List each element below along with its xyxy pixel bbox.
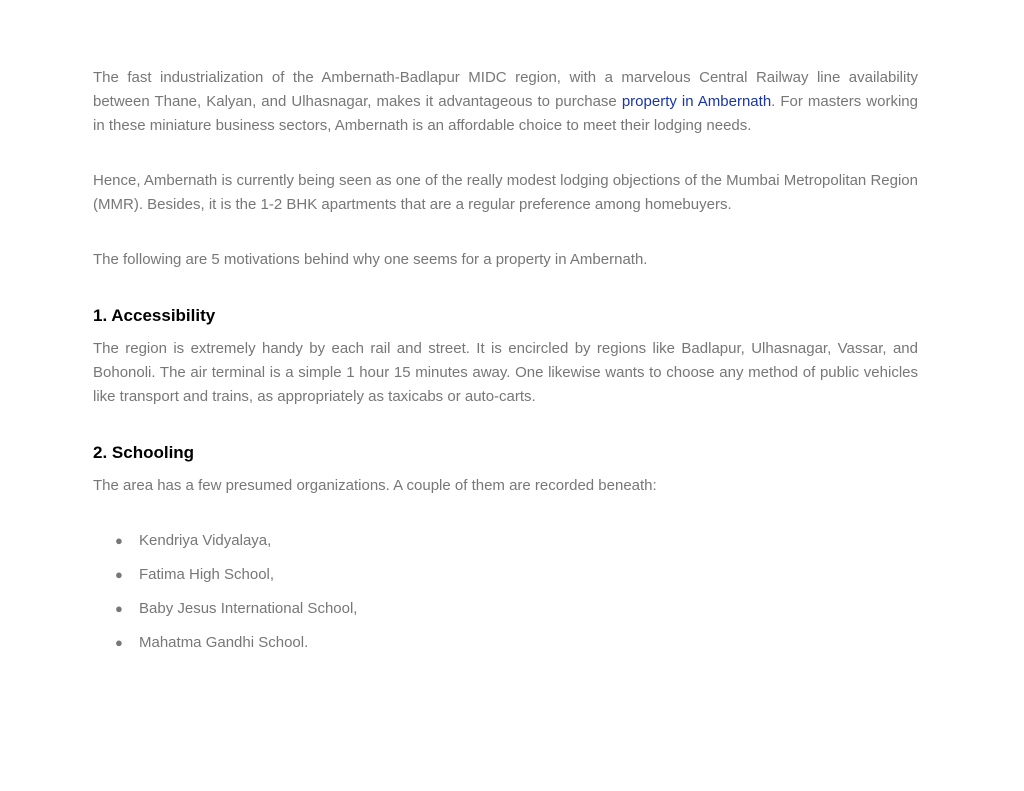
- schools-list: [93, 529, 918, 655]
- bullet-icon: ●: [115, 635, 123, 650]
- list-item-text: Kendriya Vidyalaya,: [139, 532, 272, 549]
- list-item: [93, 631, 918, 655]
- list-item: [93, 597, 918, 621]
- document-page: [93, 66, 918, 665]
- intro-paragraph: [93, 66, 918, 138]
- accessibility-paragraph: The region is extremely handy by each rail and street. It is encircled by regions like Badlapur, Ulhasnagar, Vassar, and Bohonoli. The air terminal is a simple 1 hour 15 minutes away. One likewise wants to choose any method of public vehicles like transport and trains, as appropriately as taxicabs or auto-carts.: [93, 340, 918, 405]
- schooling-paragraph: The area has a few presumed organizations. A couple of them are recorded beneath:: [93, 477, 657, 494]
- list-item-text: Fatima High School,: [139, 566, 275, 583]
- bullet-icon: ●: [115, 533, 123, 548]
- list-item: [93, 563, 918, 587]
- schooling-heading: 2. Schooling: [93, 443, 195, 462]
- intro-text-after-link: . For masters working in these miniature business sectors, Ambernath is an affordable choice to meet their lodging needs.: [93, 93, 918, 134]
- bullet-icon: ●: [115, 601, 123, 616]
- accessibility-heading: 1. Accessibility: [93, 306, 216, 325]
- list-item-text: Mahatma Gandhi School.: [139, 634, 309, 651]
- motivations-paragraph: The following are 5 motivations behind why one seems for a property in Ambernath.: [93, 251, 648, 268]
- list-item-text: Baby Jesus International School,: [139, 600, 358, 617]
- list-item: [93, 529, 918, 553]
- property-in-ambernath-link[interactable]: property in Ambernath: [621, 93, 772, 110]
- mmr-paragraph: Hence, Ambernath is currently being seen as one of the really modest lodging objections of the Mumbai Metropolitan Region (MMR). Besides, it is the 1-2 BHK apartments that are a regular preference among homebuyers.: [93, 172, 918, 213]
- bullet-icon: ●: [115, 567, 123, 582]
- intro-text-before-link: The fast industrialization of the Ambernath-Badlapur MIDC region, with a marvelous Central Railway line availability between Thane, Kalyan, and Ulhasnagar, makes it advantageous to purchase: [93, 69, 918, 110]
